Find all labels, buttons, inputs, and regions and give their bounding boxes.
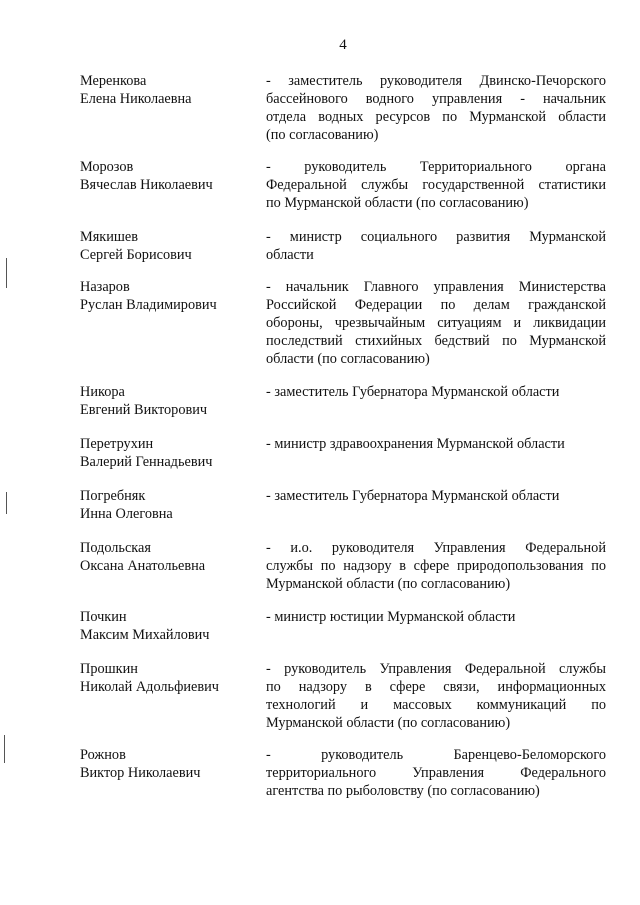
position-line: технологий и массовых коммуникаций по (266, 697, 606, 713)
member-position (266, 746, 606, 800)
member-given-names: Руслан Владимирович (80, 297, 217, 313)
member-name (80, 158, 260, 194)
member-position (266, 228, 606, 264)
position-line: Федеральной службы государственной статистики (266, 177, 606, 193)
position-line: - руководитель Управления Федеральной службы (266, 661, 606, 677)
position-line: службы по надзору в сфере природопользования по (266, 558, 606, 574)
position-line: территориального Управления Федерального (266, 765, 606, 781)
member-surname: Прошкин (80, 661, 138, 677)
member-name (80, 487, 260, 523)
member-given-names: Евгений Викторович (80, 402, 208, 418)
member-position (266, 539, 606, 593)
position-line: - министр здравоохранения Мурманской области (266, 436, 565, 452)
position-line: Мурманской области (по согласованию) (266, 715, 511, 731)
position-line: области (по согласованию) (266, 351, 430, 367)
position-line: - начальник Главного управления Министерства (266, 279, 606, 295)
member-name (80, 539, 260, 575)
position-line: - министр социального развития Мурманской (266, 229, 606, 245)
member-name (80, 746, 260, 782)
position-line: Мурманской области (по согласованию) (266, 576, 511, 592)
member-position (266, 435, 606, 453)
member-surname: Подольская (80, 540, 151, 556)
position-line: (по согласованию) (266, 127, 379, 143)
scan-mark (6, 492, 7, 514)
position-line: последствий стихийных бедствий по Мурманской (266, 333, 606, 349)
member-given-names: Оксана Анатольевна (80, 558, 206, 574)
member-surname: Никора (80, 384, 125, 400)
member-given-names: Максим Михайлович (80, 627, 210, 643)
position-line: обороны, чрезвычайным ситуациям и ликвидации (266, 315, 606, 331)
member-given-names: Валерий Геннадьевич (80, 454, 213, 470)
position-line: Российской Федерации по делам гражданской (266, 297, 606, 313)
member-position (266, 383, 606, 401)
position-line: - министр юстиции Мурманской области (266, 609, 516, 625)
position-line: бассейнового водного управления - начальник (266, 91, 606, 107)
member-position (266, 487, 606, 505)
position-line: агентства по рыболовству (по согласованию) (266, 783, 540, 799)
position-line: - заместитель руководителя Двинско-Печорского (266, 73, 606, 89)
member-name (80, 383, 260, 419)
position-line: области (266, 247, 314, 263)
scan-mark (6, 258, 7, 288)
member-given-names: Сергей Борисович (80, 247, 192, 263)
member-name (80, 660, 260, 696)
position-line: - заместитель Губернатора Мурманской области (266, 488, 560, 504)
member-name (80, 435, 260, 471)
member-surname: Меренкова (80, 73, 147, 89)
member-name (80, 72, 260, 108)
member-given-names: Николай Адольфиевич (80, 679, 219, 695)
member-surname: Морозов (80, 159, 134, 175)
member-surname: Мякишев (80, 229, 138, 245)
position-line: - руководитель Территориального органа (266, 159, 606, 175)
member-surname: Рожнов (80, 747, 126, 763)
member-position (266, 608, 606, 626)
position-line: - и.о. руководителя Управления Федеральной (266, 540, 606, 556)
member-surname: Погребняк (80, 488, 146, 504)
member-surname: Почкин (80, 609, 127, 625)
position-line: - заместитель Губернатора Мурманской области (266, 384, 560, 400)
member-given-names: Виктор Николаевич (80, 765, 201, 781)
scan-mark (4, 735, 5, 763)
member-given-names: Елена Николаевна (80, 91, 192, 107)
member-name (80, 228, 260, 264)
member-position (266, 278, 606, 368)
member-position (266, 660, 606, 732)
member-name (80, 608, 260, 644)
member-given-names: Вячеслав Николаевич (80, 177, 213, 193)
member-surname: Перетрухин (80, 436, 154, 452)
position-line: - руководитель Баренцево-Беломорского (266, 747, 606, 763)
member-surname: Назаров (80, 279, 130, 295)
member-position (266, 158, 606, 212)
position-line: по надзору в сфере связи, информационных (266, 679, 606, 695)
page-number: 4 (339, 37, 347, 53)
member-position (266, 72, 606, 144)
member-name (80, 278, 260, 314)
member-given-names: Инна Олеговна (80, 506, 173, 522)
position-line: отдела водных ресурсов по Мурманской области (266, 109, 606, 125)
position-line: по Мурманской области (по согласованию) (266, 195, 529, 211)
